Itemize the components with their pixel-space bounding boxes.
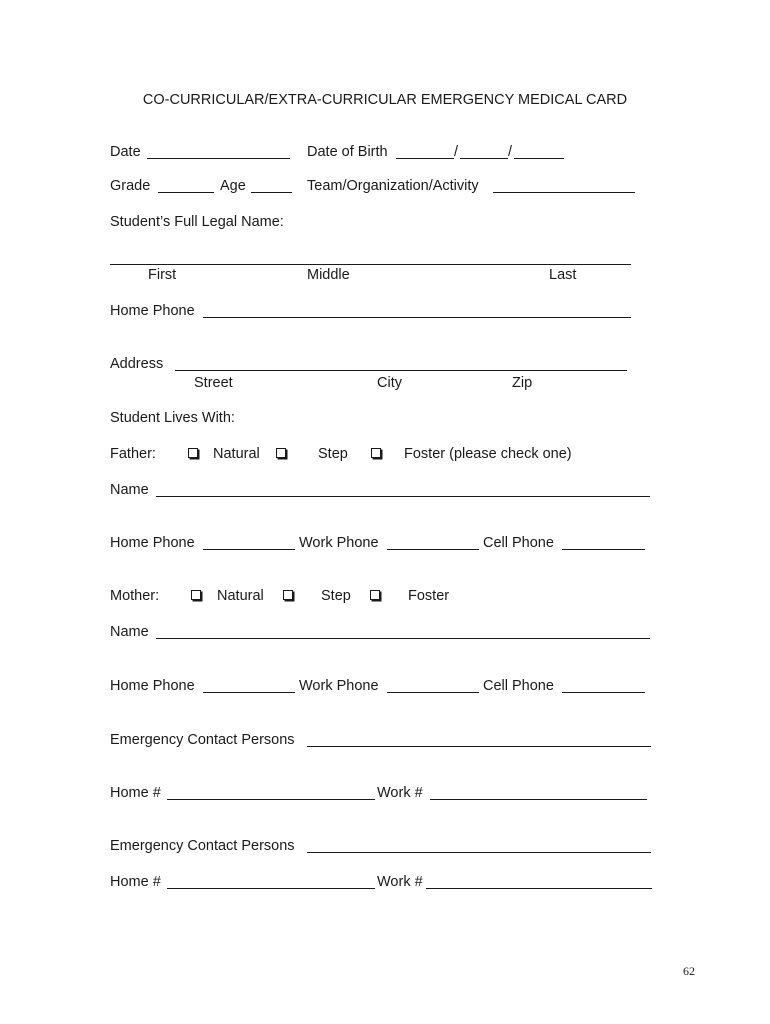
mother-name-label: Name (110, 624, 149, 640)
emergency-1-work-label: Work # (377, 785, 423, 801)
emergency-contact-1-label: Emergency Contact Persons (110, 732, 295, 748)
emergency-2-home-label: Home # (110, 874, 161, 890)
mother-name-field[interactable] (156, 638, 650, 639)
father-step-checkbox[interactable] (276, 448, 286, 458)
father-name-field[interactable] (156, 496, 650, 497)
father-home-phone-label: Home Phone (110, 535, 195, 551)
mother-work-phone-label: Work Phone (299, 678, 379, 694)
emergency-contact-1-field[interactable] (307, 746, 651, 747)
emergency-2-work-label: Work # (377, 874, 423, 890)
mother-natural-label: Natural (217, 588, 264, 604)
emergency-contact-2-field[interactable] (307, 852, 651, 853)
father-foster-label: Foster (please check one) (404, 446, 572, 462)
father-work-phone-label: Work Phone (299, 535, 379, 551)
page-number: 62 (683, 964, 695, 978)
address-field[interactable] (175, 370, 627, 371)
emergency-1-work-field[interactable] (430, 799, 647, 800)
mother-home-phone-label: Home Phone (110, 678, 195, 694)
team-label: Team/Organization/Activity (307, 178, 479, 194)
team-field[interactable] (493, 192, 635, 193)
street-caption: Street (194, 375, 233, 391)
mother-step-checkbox[interactable] (283, 590, 293, 600)
mother-work-phone-field[interactable] (387, 692, 479, 693)
father-cell-phone-label: Cell Phone (483, 535, 554, 551)
dob-slash: / (508, 144, 513, 160)
mother-home-phone-field[interactable] (203, 692, 295, 693)
zip-caption: Zip (512, 375, 533, 391)
father-foster-checkbox[interactable] (371, 448, 381, 458)
mother-foster-checkbox[interactable] (370, 590, 380, 600)
mother-cell-phone-label: Cell Phone (483, 678, 554, 694)
mother-label: Mother: (110, 588, 160, 604)
mother-cell-phone-field[interactable] (562, 692, 645, 693)
home-phone-field[interactable] (203, 317, 631, 318)
emergency-1-home-field[interactable] (167, 799, 375, 800)
father-work-phone-field[interactable] (387, 549, 479, 550)
father-natural-label: Natural (213, 446, 260, 462)
father-natural-checkbox[interactable] (188, 448, 198, 458)
dob-day-field[interactable] (460, 158, 508, 159)
grade-field[interactable] (158, 192, 214, 193)
home-phone-label: Home Phone (110, 303, 195, 319)
address-label: Address (110, 356, 164, 372)
father-cell-phone-field[interactable] (562, 549, 645, 550)
emergency-2-home-field[interactable] (167, 888, 375, 889)
student-name-field[interactable] (110, 264, 631, 265)
dob-slash: / (454, 144, 459, 160)
city-caption: City (377, 375, 402, 391)
middle-name-caption: Middle (307, 267, 350, 283)
date-field[interactable] (147, 158, 290, 159)
grade-label: Grade (110, 178, 151, 194)
first-name-caption: First (148, 267, 177, 283)
father-home-phone-field[interactable] (203, 549, 295, 550)
emergency-1-home-label: Home # (110, 785, 161, 801)
student-name-label: Student’s Full Legal Name: (110, 214, 284, 230)
lives-with-label: Student Lives With: (110, 410, 235, 426)
mother-step-label: Step (321, 588, 351, 604)
last-name-caption: Last (549, 267, 577, 283)
father-label: Father: (110, 446, 156, 462)
age-field[interactable] (251, 192, 292, 193)
date-label: Date (110, 144, 141, 160)
emergency-2-work-field[interactable] (426, 888, 652, 889)
dob-month-field[interactable] (396, 158, 454, 159)
mother-natural-checkbox[interactable] (191, 590, 201, 600)
father-name-label: Name (110, 482, 149, 498)
age-label: Age (220, 178, 246, 194)
dob-year-field[interactable] (514, 158, 564, 159)
mother-foster-label: Foster (408, 588, 450, 604)
emergency-contact-2-label: Emergency Contact Persons (110, 838, 295, 854)
father-step-label: Step (318, 446, 348, 462)
dob-label: Date of Birth (307, 144, 388, 160)
page-title: CO-CURRICULAR/EXTRA-CURRICULAR EMERGENCY MEDICAL CARD (142, 92, 628, 108)
